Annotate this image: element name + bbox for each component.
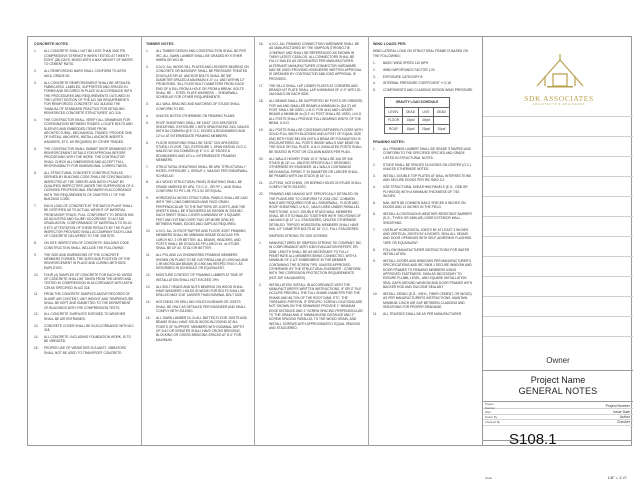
note-text: BASIC WIND SPEED 110 MPH [383, 60, 429, 65]
note-number: 8. [373, 247, 376, 252]
note-text: SIMPSON STRONG-TIE SDS SCREWS: [269, 233, 329, 238]
note-item [259, 128, 363, 154]
note-text: ALL WALL BRACING AND MATCHING OF STUDS SHALL CONFORM TO IRC. [156, 102, 241, 111]
note-number: 15. [146, 315, 151, 320]
note-number: 13. [34, 323, 39, 328]
note-item [259, 84, 363, 97]
concrete-notes-list [34, 49, 134, 355]
note-text: INSTALL DOUBLE TOP PLATES AT WALL INTERSECTIONS AND SECURE EDGES PER IRC R602.3.2. [383, 173, 472, 183]
note-item [259, 42, 363, 81]
note-text: CUTTING, NOTCHING, OR BORING HOLES IN STUDS SHALL COMPLY WITH 2018 IRC. [269, 180, 362, 190]
note-text: OVERLAP HORIZONTAL JOINTS BY AT LEAST 3 INCHES AND VERTICAL JOINTS BY 6 INCHES. SEAL ALL SEAMS AND DOOR OPENINGS WITH SELF-ADHERING FLASHING TAPE OR EQUIVALENT. [383, 227, 472, 245]
note-number: 16. [259, 42, 264, 46]
title-block [482, 36, 632, 480]
note-item [146, 253, 249, 270]
table-row [385, 116, 450, 125]
table-header-cell: DEAD [433, 108, 449, 117]
note-number: 12. [34, 312, 39, 317]
note-item [373, 201, 473, 210]
note-item [146, 285, 249, 298]
note-text: ON SITE INSPECTION OF CONCRETE: BUILDING CODE CONSTRUCTION SHALL INCLUDE THE FOLLOWING: [44, 241, 130, 250]
note-item [373, 185, 473, 198]
note-item [146, 102, 249, 111]
firm-tagline: ARCHITECTS & ENGINEERS [532, 103, 586, 106]
note-text: U.N.O. ALL 2x ROOF RAFTER AND FLOOR JOIST FRAMING MEMBERS SHALL BE MINIMUM GRADE DOUGLAS FIR-LARCH NO. 2 OR BETTER. ALL BEAMS, HEADERS, AND POSTS SHALL BE DOUGLAS FIR-LARCH #1. 4x STUDS SHALL BE DF #2, STUD OR BETTER. [156, 229, 246, 251]
note-item [373, 68, 473, 72]
note-text: WIND IMPORTANCE FACTOR 1.00 [383, 67, 435, 72]
note-item [259, 192, 363, 231]
note-text: HORIZONTAL WOOD STRUCTURAL PANELS SHALL BE LAID WITH THE LONG DIMENSION AND FACE GRAIN PERPENDICULAR TO THE RAFTERS OR JOISTS, AND THE SHEETS SHALL BE STAGGERED AS SHOWN IN 2018 IBC. EACH SHEET SHALL COVER A MINIMUM OF 3 SQUARE FEET AND EXTEND OVER TWO OR MORE SPACES BETWEEN PANEL EDGES AND GAPS AS REQUIRED. [156, 196, 248, 227]
note-text: ALL STRUCTURAL CONCRETE CONSTRUCTION AS DEFINED BY BUILDING CODE SHALL BE CONTINUOUSLY INSPECTED AT THE JOBSITE AND BATCH PLANT BY QUALIFIED INSPECTORS UNDER THE SUPERVISION OF A LICENSED PROFESSIONAL ENGINEER IN ACCORDANCE WITH THE REQUIREMENTS OF CHAPTER 17 OF THE BUILDING CODE. [44, 170, 134, 201]
note-text: THE SIZE AND DIMENSIONS OF THE CONCRETE MEMBERS FORMED, THE SIZES AND POSITION OF THE REINFORCEMENT IN PLACE AND CURING METHODS EMPLOYED. [44, 252, 130, 270]
sheet-title: GENERAL NOTES [518, 386, 598, 396]
table-cell: 20psf [433, 125, 449, 134]
note-item [373, 259, 473, 289]
note-item [259, 283, 363, 331]
note-text: STUDS SHALL BE SPACED 16 INCHES ON CENTER (O.C.) UNLESS OTHERWISE NOTED. [383, 162, 472, 171]
note-number: 6. [146, 140, 149, 145]
note-number: 7. [146, 164, 149, 169]
note-text: NAIL WITH 8D COMMON NAILS SPACED 6 INCHES ON EDGES AND 12 INCHES IN THE FIELD. [383, 200, 466, 210]
info-label: Checked By [485, 420, 501, 425]
note-item [259, 181, 363, 190]
note-text: FOUR (4) SAMPLES OF CONCRETE FOR EACH 50 YARDS OF CONCRETE SHALL BE TAKEN FROM THE MIXER AND TESTED IN COMPRESSION IN ACCORDANCE WITH ASTM C39 AS SPECIFIED IN ACI 318. [44, 272, 133, 290]
note-text: ALL TRUSSES SHALL BE AS PER MANUFACTURER. [383, 311, 462, 316]
note-item [373, 228, 473, 245]
note-item [34, 273, 134, 290]
note-text: ROOF SHEATHING SHALL BE 15/32" CDX APA RATED SHEATHING, EXPOSURE 1 WITH SPAN RATING 24/0. NAILED WITH 8d COMMON @ 6" O.C. EDGES & BOUNDARIES AND 12"o.c AT INTERMEDIATE FRAMING MEMBERS. [156, 120, 249, 138]
note-item [373, 292, 473, 309]
note-item [146, 141, 249, 163]
table-row [385, 125, 450, 134]
revision-area [483, 116, 633, 356]
continued-notes-column [259, 42, 363, 333]
note-item [373, 174, 473, 183]
note-number: 4. [34, 117, 37, 122]
note-item [34, 49, 134, 66]
note-text: ALL CONCRETE SURFACES EXPOSED TO WEATHER SHALL BE AIR ENTRAINED. [44, 312, 126, 321]
note-item [259, 241, 363, 280]
divider [483, 370, 633, 371]
note-number: 22. [259, 192, 264, 197]
note-text: ALL POSTS SHALL BE CONTINUED BETWEEN FLOORS WITH SOLID FULL WIDTH BLOCKING AND A POST OF EQUAL SIZE AND BOTH SIZE BELOW UNTIL A BEAM OR FOUNDATION IS ENCOUNTERED. ALL POSTS INSIDE WALLS MAY BEAR ON THE SOLE OR SILL PLATE. U.N.O. INSULATED POSTS SHALL BE SEATED IN POST OR COLUMN BASES PER PLAN. [269, 127, 363, 154]
note-text: PROPER USE OF VIBRATORS IS A MUST. VIBRATORS SHALL NOT BE USED TO TRANSPORT CONCRETE. [44, 346, 127, 355]
note-item [34, 324, 134, 333]
note-number: 9. [373, 258, 376, 263]
note-number: 18. [259, 99, 264, 104]
wind-notes-column [373, 42, 473, 319]
note-number: 14. [34, 335, 39, 339]
divider [483, 401, 633, 402]
info-label: Project Number [485, 402, 495, 411]
info-label: Date [485, 409, 491, 414]
column-divider [254, 36, 255, 446]
note-number: 11. [373, 311, 378, 316]
note-number: 7. [373, 227, 376, 232]
note-number: 5. [146, 120, 149, 125]
note-number: 2. [34, 69, 37, 74]
note-item [34, 69, 134, 78]
note-text: INSTALLATION: INSTALL IN ACCORDANCE WITH THE MANUFACTURER'S WRITTEN INSTRUCTIONS. IF SPLIT FILE OCCURS PREDRILL THE FULL SHANK DIAMETER FOR THE SHANK AND 65-70% OF THE ROOT DIAM. ETC. THE THREADED PORTION. IF SPECIFIC SCREW LOCATIONS ARE NOT SHOWN ON THE DRAWINGS PROVIDE 1" MINIMUM EDGE DISTANCE AND 1" SCREW SPACING PERPENDICULAR TO THE GRAIN AND 4" MINIMUM END DISTANCE AND 2" SCREW SPACING PARALLEL TO THE WOOD GRAIN, AND INSTALL SCREWS WITH APPROXIMATELY EQUAL SPACING AND STAGGERED. [269, 282, 363, 330]
note-item [259, 157, 363, 179]
note-number: 20. [259, 156, 264, 161]
divider [482, 440, 632, 441]
note-number: 6. [373, 212, 376, 217]
note-text: INSTALL A CONTINUOUS WEATHER-RESISTANT BARRIER (E.G., TYVEK OR SIMILAR) OVER EXTERIOR WALL SHEATHING. [383, 212, 472, 225]
note-number: 12. [146, 273, 151, 278]
note-text: STRUCTURAL SHEATHING SHALL BE APA "STRUCTURAL I" RATED, EXPOSURE 1, GROUP 1. NAILING PER SHEARWALL SCHEDULE. [156, 164, 248, 178]
project-name: Project Name [530, 375, 586, 385]
note-number: 13. [146, 284, 151, 289]
note-text: ALL FRAMING LUMBER SHALL BE GRADE STAMPED AND CONFORM TO THE SPECIFIED SPECIES AND GRADE LISTED IN STRUCTURAL NOTES. [383, 147, 471, 160]
note-item [146, 121, 249, 138]
scale-value: 1/8" = 1'-0" [607, 475, 627, 480]
note-text: ALL TIMBER DESIGN AND CONSTRUCTION SHALL BE PER IRC. ALL SAWN LUMBER SHALL BE GRADED BY EITHER WWPA OR WCLIB. [156, 49, 246, 63]
note-item [373, 81, 473, 85]
firm-name: SDK ASSOCIATES [524, 94, 594, 103]
note-text: U.N.O. ALL WOOD SILL PLATES AND LEDGERS BEARING ON CONCRETE OR MASONRY SHALL BE PRESSURE TREATED DOUGLAS FIR #2. ANCHOR BOLTS SHALL BE 5/8" DIAMETER SPACED A MAXIMUM 4'-0" o.c. AND WITHIN 12" FROM ENDS. SILL PLATE BOLT DIAMETERS FROM: EACH END OF A SILL FROM A HOLE OR FROM A BREAK. BOLTS SHALL BE ... STEEL PLATE WASHERS ... SHEARWALL SCHEDULE FOR OTHER REQUIREMENTS. [156, 64, 249, 100]
note-item [146, 196, 249, 226]
table-cell: 15psf [403, 116, 419, 125]
scale-label: Scale [485, 476, 492, 480]
timber-notes-column [146, 42, 249, 345]
note-text: FRAMING AND NAILING NOT SPECIFICALLY DETAILED ON THE PLANS ARE TO CONFORM TO 2018 CBC. COMMON NAILS ARE REQUIRED FOR ALL SHEARWALL, FLOOR AND ROOF SHEATHING. U.N.O., NAILS USED UNDER PARALLEL PARTITIONS. U.N.O. DOUBLE STUDS WALL MEMBERS SHALL BE STITCHNAILED TOGETHER WITH TWO ROWS OF 16d NAILS @ 12" o.c. STAGGERED, UNLESS OTHERWISE DETAILED. TRIPLED HORIZONTAL MEMBERS SHALL HAVE MIN. 1/2" DIAMETER BOLTS AT 16" O.C. FULL STAGGERED. [269, 192, 361, 231]
note-text: FROM THE CONCRETE SAMPLES ABOVE RECORDS OF SLUMP, AIR CONTENT, UNIT WEIGHT AND TEMPERATURE SHALL BE KEPT AND SUBMITTED TO THE DEPARTMENT OF BUILDINGS WITH THE COMPRESSION TESTS. [44, 292, 134, 310]
concrete-notes-title: CONCRETE NOTES [34, 42, 69, 46]
note-number: 7. [34, 203, 37, 208]
note-number: 11. [34, 292, 39, 297]
continued-notes-list [259, 42, 363, 330]
note-number: 8. [34, 241, 37, 246]
note-text: THE CONTRACTOR SHALL VERIFY ALL DRAWINGS FOR COORDINATION BETWEEN TRADES. LOCATE BOLTS AND SLEEVES AND EMBEDDED ITEMS FROM ARCHITECTURAL, MECHANICAL TRADES. PROVIDE ONE OF INSTALL ANCHORS, INSTALL ANCHOR INSERTS, HANGERS, ETC. AS REQUIRED BY OTHER TRADES. [44, 117, 133, 144]
note-item [146, 165, 249, 178]
note-text: EACH LOAD OF CONCRETE AT THE BATCH PLANT SHALL BE CERTIFIED AS TO ACTUAL WEIGHT OF MATERIAL FROM MIXER TRUCK, FULL CONFORMITY TO DESIGN MIX AS ADJUSTED AND SLUMP. ACCORDING TO ACI 318 GRADUATION, CONFORMANCE OF MATERIALS TO 50-10-5 ETC ATTESTATION OF THESE RESULTS BY THE PLANT INSPECTOR PROVIDED SHALL ACCOMPANY EACH LOAD OF CONCRETE DELIVERED TO THE JOB SITE. [44, 203, 134, 239]
note-item [146, 49, 249, 62]
note-number: 3. [34, 80, 37, 85]
info-value: Project Number [605, 404, 630, 409]
note-item [259, 234, 363, 238]
note-text: ALL WALLS HIGHER THAN 10'-0" SHALL BE 2x6 OR 3x6 STUDS @ 16" o.c. UNLESS SPECIFICALLY DESIGNED OTHERWISE BY ENGINEER. ALL WALLS CONTAINING MECHANICAL PIPING 3" IN DIAMETER OR LARGER SHALL BE FRAMED WITH 2x6 STUDS @ 16" o.c. [269, 156, 359, 178]
note-text: THE CONTRACTOR SHALL SUBMIT SHOP DRAWINGS OF REINFORCEMENT DETAILS FOR APPROVAL BEFORE PROCEEDING WITH THE WORK. THE CONTRACTOR SHALL CHECK ALL DIMENSIONS AND ACCEPT FULL RESPONSIBILITY FOR DIMENSIONAL CORRECTNESS. [44, 146, 132, 168]
wind-notes-intro: WIND LATERAL LOAD ON STRUCTURAL FRAME IS BASED ON THE FOLLOWING: [373, 49, 468, 58]
note-number: 10. [146, 229, 151, 234]
note-number: 4. [373, 81, 376, 86]
note-item [146, 300, 249, 313]
info-value: Checker [616, 420, 630, 425]
note-number: 17. [259, 83, 264, 88]
note-item [146, 114, 249, 118]
note-number: 2. [259, 282, 262, 287]
column-divider [368, 36, 369, 446]
sheet-number: S108.1 [509, 431, 557, 448]
note-text: INSTALL DOORS AND WINDOWS PER MANUFACTURER'S SPECIFICATIONS AND IRC R609.1 SECURE WINDOW AND DOOR FRAMES TO FRAMING MEMBERS USING APPROVED FASTENERS. SHIM AS NECESSARY TO ENSURE PLUMB, LEVEL, AND SQUARE INSTALLATION SEAL GAPS AROUND WINDOW AND DOOR FRAMES WITH BACKER ROD AND SILICONE SEALANT. [383, 258, 473, 290]
wind-notes-title: WIND LOADS PER: [373, 42, 407, 46]
note-item [34, 312, 134, 321]
table-cell: 20psf [419, 125, 434, 134]
table-cell: FLOOR [385, 116, 403, 125]
note-item [373, 147, 473, 160]
note-item [146, 65, 249, 100]
note-item [373, 212, 473, 225]
note-number: 1. [34, 49, 37, 54]
timber-notes-list [146, 49, 249, 342]
note-number: 4. [146, 113, 149, 118]
note-number: 3. [373, 74, 376, 79]
note-number: 3. [373, 173, 376, 178]
note-item [146, 229, 249, 251]
table-cell: 40psf [419, 116, 434, 125]
note-text: UNLESS NOTED OTHERWISE ON FRAMING PLANS: [156, 113, 236, 118]
table-header-cell: DEAD [403, 108, 419, 117]
framing-notes-title: FRAMING NOTES: [373, 139, 405, 144]
note-text: ALL CONCRETE SHALL NOT BE LESS THAN 3000 PSI COMPRESSIVE STRENGTH WHEN TESTED AT TWENTY EIGHT (28) DAYS, MIXED WITH A MAX WEIGHT OF WATER TO CEMENT RATIO. [44, 49, 133, 67]
gravity-load-table [384, 97, 450, 134]
note-text: MANUFACTURED BY SIMPSON STRONG-TIE COMPANY, INC. IN CONFORMANCE WITH ICBO EVALUATION REPORT, ER-5268. LENGTH SHALL BE AS NECESSARY TO FULLY PENETRATE ALL MEMBERS BEING CONNECTED, WITH A MINIMUM OF 2-1/2" EMBEDMENT IN THE MEMBER CONTAINING THE SCREW TIPS, UNLESS APPROVED OTHERWISE BY THE STRUCTURAL ENGINEER - CONFORM WITH THE CORROSION PROTECTION REQUIREMENTS (HOT-DIP GALVANIZED). [269, 240, 363, 280]
note-item [34, 171, 134, 201]
note-number: 1. [373, 60, 376, 65]
note-item [34, 346, 134, 355]
note-text: ALL WOOD STRUCTURAL PANEL SHEATHING SHALL BE GRADE MARKED BY APA, T.E.C.O., OR P.F.I., AND SHALL CONFORM TO PS 1-95, PS 2-92 OR EQUAL. [156, 180, 243, 194]
note-item [34, 241, 134, 250]
note-item [373, 61, 473, 65]
info-label: Drawn By [485, 414, 498, 419]
note-number: 9. [34, 252, 37, 257]
wind-notes-list [373, 61, 473, 93]
note-item [146, 273, 249, 282]
note-number: 10. [373, 291, 378, 296]
note-text: ALL SAWN LUMBER DL 2x ALL BATTED FLOOR JOISTS AND BEAMS SHALL HAVE SOLID WOOD BLOCKING AT ALL POINTS OF SUPPORT. MEMBERS WITH NOMINAL DEPTH OF 2x10 OR GREATER SHALL HAVE CROSS BRIDGING, BLOCKING OR CROSS BRIDGING SPACED AT 8'-0" FOR MAXIMUM. [156, 315, 247, 342]
info-row [483, 420, 633, 425]
timber-notes-title: TIMBER NOTES [146, 42, 174, 46]
note-text: INSTALL SIDING (E.G., VINYL, FIBER CEMENT, OR WOOD) AS PER MANUFACTURER'S INSTRUCTIONS. MAINTAIN MINIMUM 1-INCH AIR GAP BETWEEN CLADDING AND SHEATHING FOR PROPER DRAINAGE. [383, 291, 472, 309]
note-text: INTERNAL PRESSURE COEFFICIENT +/-0.18 [383, 81, 451, 86]
note-text: ALL REINFORCING BARS SHALL CONFORM TO ASTM A615, GRADE 60. [44, 69, 127, 78]
note-text: THE SILLS SHALL LAP LOWER PLATES AT CORNERS AND BRANCH AT PLATE SHALL LAP A MINIMUM OF 4'-0" WITH 20-16d NAILS ON EACH SIDE. [269, 83, 362, 97]
note-item [146, 316, 249, 342]
note-text: ALL BEAMS SHALL BE SUPPORTED BY POSTS OR GIRDERS. FOR 4x6 AND SMALLER BEAMS A MINIMUM 2x (DA 3") AS POST SHALL BE USED, U.N.O. FOR 4x10 AND LARGER BEAMS A MINIMUM 4x (D.F. #1 POST SHALL BE USED, U.N.O. ALL POSTS SHALL PROVIDE FULL BEARING WIDTH OF THE BEAM, U.N.O. [269, 99, 363, 126]
note-number: 10. [34, 272, 39, 277]
project-info-table [483, 404, 633, 426]
table-cell [433, 116, 449, 125]
note-number: 1. [373, 147, 376, 151]
concrete-notes-column [34, 42, 134, 358]
owner-label: Owner [546, 356, 570, 365]
note-text: FOLLOW MANUFACTURER INSTRUCTIONS FOR WATER INSTALLATION. [383, 247, 470, 257]
note-text: ALL BOLT HEADS AND NUTS BEARING ON WOOD SHALL HAVE WASHERS. HOLES IN WOOD FOR BOLTS SHALL BE DRILLED MAX 1/16" LARGER THAN NOMINAL BOLT SIZE. [156, 284, 245, 298]
note-text: U.N.O. ALL FRAMING CONNECTION HARDWARE SHALL BE AS MANUFACTURED BY THE SIMPSON STRONG-TIE COMPANY AND SHALL BE REFERENCED AS SHOWN IN THEIR LATEST CATALOG. ALL CONNECTORS SHALL BE FULLY NAILED AS DESIGNATED PER MANUFACTURER. ALTERNATE MANUFACTURER CONNECTOR HARDWARE MAY BE USED PROVIDED ENGINEERS WRITTEN APPROVAL IS OBTAINED BY CONTRACTOR AND ICBO APPROVAL IS PROVIDED. [269, 42, 362, 81]
table-cell: 15psf [403, 125, 419, 134]
note-item [34, 292, 134, 309]
note-number: 9. [146, 196, 149, 201]
note-text: FLOOR SHEATHING SHALL BE 23/32" CDX APA RATED STURD-I-FLOOR, T&G, EXPOSURE 1, SPAN RATING 24 O.C. NAILED W/ 10d COMMON @ 6" O.C. AT EDGES & BOUNDARIES AND 10"o.c. INTERMEDIATE FRAMING MEMBERS. [156, 140, 248, 162]
note-item [34, 81, 134, 116]
note-item [373, 312, 473, 316]
note-number: 5. [373, 200, 376, 205]
note-text: EXPOSURE CATEGORY B [383, 74, 423, 79]
note-item [34, 204, 134, 239]
note-item [34, 335, 134, 344]
note-item [373, 75, 473, 79]
note-item [373, 163, 473, 172]
note-text: USE STRUCTURAL SHEATHING PANELS (E.G., OSB OR PLYWOOD) WITH A MINIMUM THICKNESS OF 7/16 INCHES. [383, 185, 468, 198]
gravity-table-title: GRAVITY LOAD SCHEDULE [385, 97, 450, 107]
note-item [259, 99, 363, 125]
note-number [259, 234, 269, 238]
note-number: 5. [373, 88, 376, 93]
framing-notes-list [373, 147, 473, 316]
note-number: 14. [146, 300, 151, 305]
info-value: Author [619, 414, 630, 419]
note-number: 4. [373, 185, 376, 190]
note-number: 21. [259, 180, 264, 185]
note-text: NOTCHING OR DRILLING HOLES IN BEAMS OR JOISTS SHALL BE ONLY AS DETAILED PER ENGINEER AND SHALL COMPLY WITH 2018 IBC. [156, 300, 246, 313]
table-header-cell: LEVEL [385, 108, 403, 117]
note-item [373, 248, 473, 257]
column-divider [141, 36, 142, 446]
table-header-cell: LIVE [419, 108, 434, 117]
note-item [34, 253, 134, 270]
note-text: MOISTURE CONTENT OF FRAMING LUMBER AT TIME OF INSTALLATION SHALL NOT EXCEED 19%. [156, 273, 244, 282]
note-number: 8. [146, 180, 149, 185]
note-item [373, 88, 473, 92]
table-cell: ROOF [385, 125, 403, 134]
note-number: 1. [259, 240, 262, 245]
note-number: 6. [34, 170, 37, 175]
note-number: 1. [146, 49, 149, 54]
note-item [34, 147, 134, 169]
note-item [34, 118, 134, 144]
note-number: 2. [373, 67, 376, 72]
note-text: ALL CONCRETE REINFORCEMENT SHALL BE DETAILED, FABRICATED, LABELED, SUPPORTED AND SPACED IN FORMS AND SECURED IN PLACE IN ACCORDANCE WITH THE PROCEDURES AND REQUIREMENTS OUTLINED IN THE LATEST EDITION OF THE ACI 318 REQUIREMENTS FOR REINFORCED CONCRETE" ACI 318 AND THE "MANUAL OF STANDARD PRACTICE FOR DETAILING REINFORCED CONCRETE STRUCTURES" ACI 315. [44, 80, 133, 115]
note-number: 2. [373, 162, 376, 167]
note-number: 2. [146, 64, 149, 69]
note-item [146, 180, 249, 193]
note-text: ALL CONCRETE, INCLUDING FOUNDATION WORK, IS TO BE VIBRATED. [44, 335, 132, 344]
note-text: CONCRETE COVER SHALL BE IN ACCORDANCE WITH ACI 318. [44, 323, 134, 333]
note-text: COMPONENTS AND CLADDING DESIGN WIND PRESSURE [383, 88, 473, 93]
info-value: Issue Date [613, 409, 630, 414]
note-number: 11. [146, 253, 151, 258]
note-number: 5. [34, 146, 37, 151]
note-number: 19. [259, 127, 264, 132]
note-number: 15. [34, 346, 39, 351]
note-number: 3. [146, 102, 149, 107]
note-text: ALL PSL AND LVL ENGINEERED FRAMING MEMBERS SHOWN ON PLANS TO BE 2.0E PARALLAM (E=1900 ksi) AND 1.9E MICROLAM BEAMS (E=1900 ksi) RESPECTIVELY, AS DESCRIBED IN SCHEDULE OR EQUIVALENT. [156, 253, 248, 271]
